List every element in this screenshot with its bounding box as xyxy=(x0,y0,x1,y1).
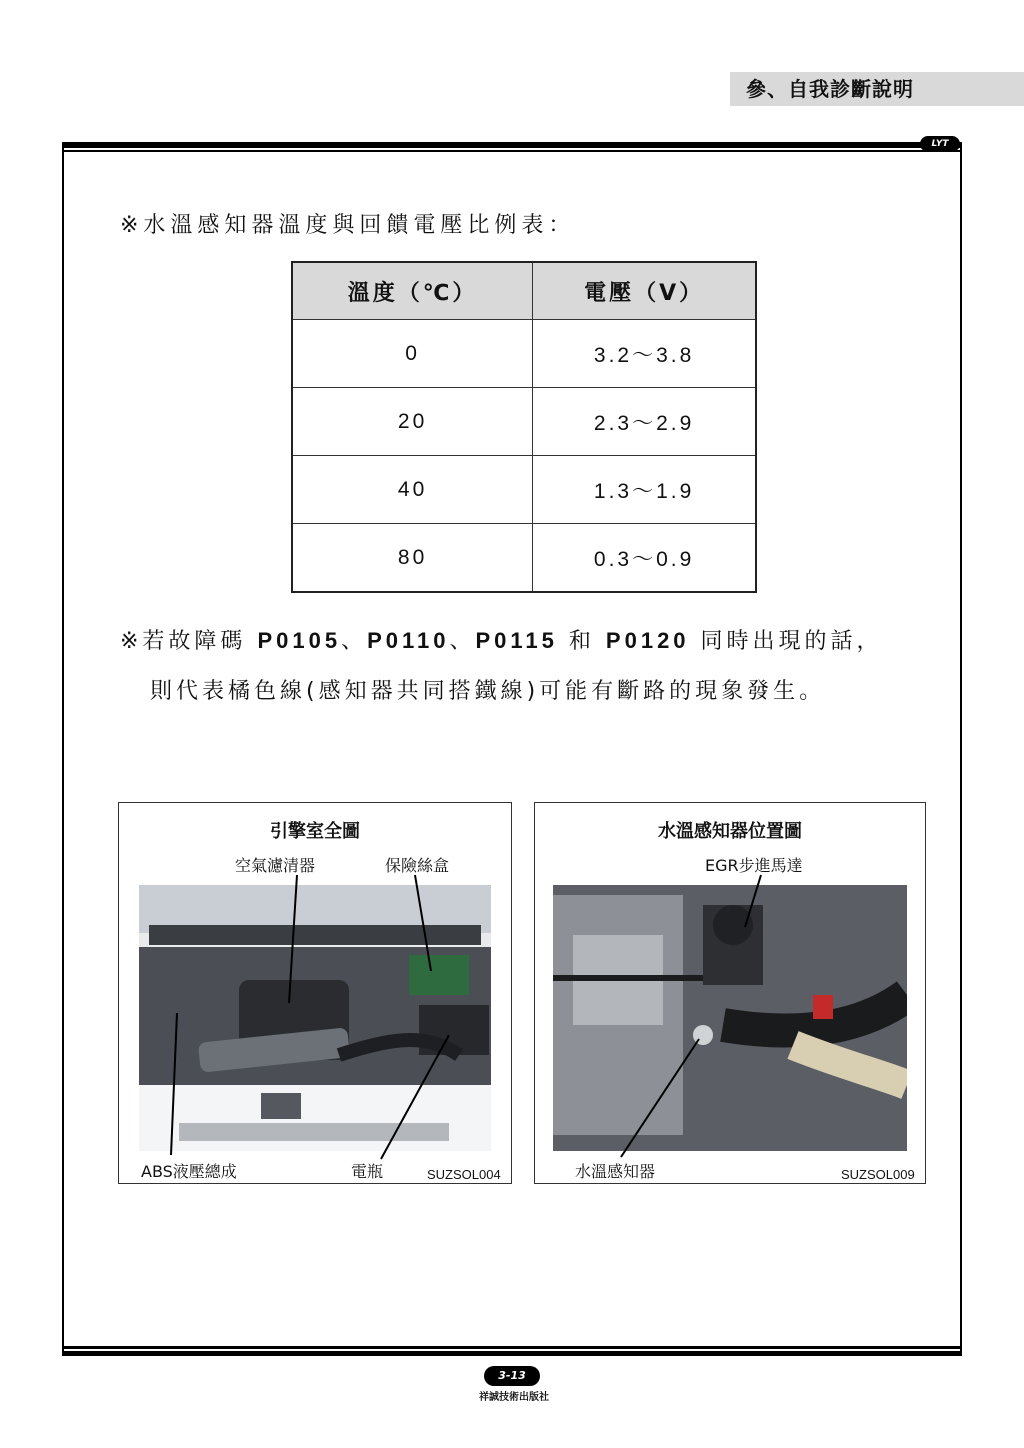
note-line-1 xyxy=(120,624,883,655)
page-number: 3-13 xyxy=(484,1366,540,1386)
brand-logo: LYT xyxy=(920,136,960,152)
frame-bottom-rule xyxy=(62,1346,962,1349)
note-line-2: 則代表橘色線(感知器共同搭鐵線)可能有斷路的現象發生。 xyxy=(150,679,826,704)
header-temperature: 溫度（℃） xyxy=(292,262,533,320)
temperature-cell: 40 xyxy=(292,456,533,524)
frame-left-rule xyxy=(62,142,64,1354)
battery-label: 電瓶 xyxy=(351,1162,384,1181)
fuse-box-label: 保險絲盒 xyxy=(385,856,450,875)
note-suffix: 同時出現的話， xyxy=(700,629,883,654)
frame-right-rule xyxy=(960,142,962,1354)
voltage-cell: 1.3～1.9 xyxy=(533,456,756,524)
engine-bay-figure xyxy=(118,802,512,1184)
fault-code: P0115 xyxy=(475,628,558,653)
egr-motor-label: EGR步進馬達 xyxy=(705,856,803,875)
temperature-cell: 20 xyxy=(292,388,533,456)
sensor-location-figure xyxy=(534,802,926,1184)
temperature-cell: 80 xyxy=(292,524,533,593)
voltage-cell: 0.3～0.9 xyxy=(533,524,756,593)
frame-top-rule-thin xyxy=(62,150,962,152)
image-code: SUZSOL004 xyxy=(427,1167,501,1182)
fault-code: P0120 xyxy=(605,628,690,653)
leader-lines xyxy=(119,803,511,1183)
voltage-cell: 3.2～3.8 xyxy=(533,320,756,388)
table-heading: ※水溫感知器溫度與回饋電壓比例表： xyxy=(120,213,576,238)
abs-label: ABS液壓總成 xyxy=(141,1162,237,1181)
table-row xyxy=(292,524,756,593)
separator: 、 xyxy=(341,629,368,654)
conjunction: 和 xyxy=(568,629,595,654)
section-title: 參、自我診斷說明 xyxy=(730,72,1024,106)
fault-code: P0110 xyxy=(367,628,450,653)
separator: 、 xyxy=(449,629,476,654)
table-header-row xyxy=(292,262,756,320)
frame-bottom-rule-thick xyxy=(62,1351,962,1356)
temperature-cell: 0 xyxy=(292,320,533,388)
fault-code: P0105 xyxy=(257,628,342,653)
voltage-table xyxy=(291,261,757,593)
image-code: SUZSOL009 xyxy=(841,1167,915,1182)
voltage-cell: 2.3～2.9 xyxy=(533,388,756,456)
figure-title: 引擎室全圖 xyxy=(270,821,360,842)
figure-title: 水溫感知器位置圖 xyxy=(658,821,802,842)
air-filter-label: 空氣濾清器 xyxy=(235,856,316,875)
frame-top-rule xyxy=(62,142,962,148)
publisher-mark: 祥誠技術出版社 xyxy=(479,1392,549,1403)
table-row xyxy=(292,320,756,388)
note-prefix: ※若故障碼 xyxy=(120,629,258,654)
leader-lines xyxy=(535,803,925,1183)
coolant-sensor-label: 水溫感知器 xyxy=(575,1162,656,1181)
header-voltage: 電壓（V） xyxy=(533,262,756,320)
table-row xyxy=(292,388,756,456)
table-row xyxy=(292,456,756,524)
